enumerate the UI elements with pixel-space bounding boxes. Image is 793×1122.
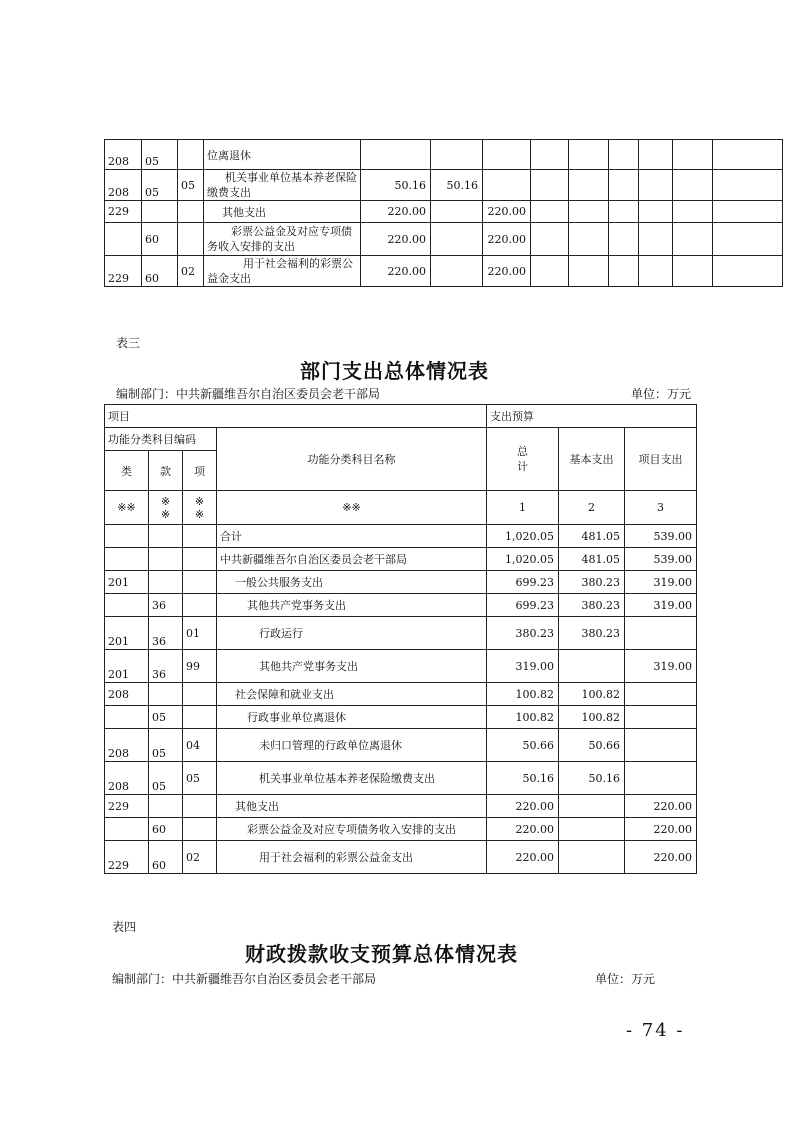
table-cell: 319.00 <box>625 594 697 617</box>
table-cell <box>178 223 204 256</box>
table-cell <box>142 201 178 223</box>
table-cell <box>531 223 569 256</box>
table-cell <box>149 571 183 594</box>
header-basic: 基本支出 <box>559 428 625 491</box>
table-cell <box>639 201 673 223</box>
table-cell: 其他支出 <box>204 201 361 223</box>
table-cell <box>183 795 217 818</box>
table-cell <box>431 201 483 223</box>
table-cell: 220.00 <box>483 201 531 223</box>
table-cell <box>609 256 639 287</box>
table-cell: ※ ※ <box>149 491 183 525</box>
table-cell: 100.82 <box>487 683 559 706</box>
table-cell: 36 <box>149 617 183 650</box>
header-budget: 支出预算 <box>487 405 697 428</box>
table-cell: 50.16 <box>487 762 559 795</box>
table-cell <box>559 818 625 841</box>
table-row <box>105 729 697 762</box>
table-cell: 其他共产党事务支出 <box>217 594 487 617</box>
table-cell: 100.82 <box>487 706 559 729</box>
table-cell <box>149 795 183 818</box>
table-cell: 36 <box>149 650 183 683</box>
table-cell: 60 <box>142 223 178 256</box>
table-cell <box>183 571 217 594</box>
table-cell: 208 <box>105 170 142 201</box>
table-cell <box>531 201 569 223</box>
table4-unit: 单位：万元 <box>595 972 656 986</box>
table-cell: 彩票公益金及对应专项债务收入安排的支出 <box>204 223 361 256</box>
table-cell <box>569 256 609 287</box>
table-cell <box>609 201 639 223</box>
table-cell: 05 <box>149 729 183 762</box>
table4-label: 表四 <box>112 920 137 934</box>
table-cell: 201 <box>105 650 149 683</box>
table-row <box>105 683 697 706</box>
header-total: 总 计 <box>487 428 559 491</box>
table-cell: 220.00 <box>625 795 697 818</box>
table-cell: 02 <box>183 841 217 874</box>
table-cell: 100.82 <box>559 683 625 706</box>
header-kuan: 款 <box>149 451 183 491</box>
table-cell <box>483 170 531 201</box>
table-cell <box>431 223 483 256</box>
table-cell <box>673 201 713 223</box>
table-cell: 229 <box>105 256 142 287</box>
continued-table <box>104 139 783 287</box>
table-cell: 220.00 <box>487 795 559 818</box>
table-cell: 220.00 <box>361 201 431 223</box>
table-cell <box>183 818 217 841</box>
table-cell: 208 <box>105 683 149 706</box>
table-row <box>105 706 697 729</box>
table-cell <box>673 223 713 256</box>
table-cell: 100.82 <box>559 706 625 729</box>
table-cell <box>559 795 625 818</box>
table-cell <box>609 170 639 201</box>
table-row <box>105 223 783 256</box>
header-code: 功能分类科目编码 <box>105 428 217 451</box>
table-cell <box>673 170 713 201</box>
table-cell <box>559 841 625 874</box>
table-cell: 01 <box>183 617 217 650</box>
table-cell <box>569 170 609 201</box>
table4-title: 财政拨款收支预算总体情况表 <box>245 942 518 966</box>
table-cell: 220.00 <box>487 818 559 841</box>
table-cell: 一般公共服务支出 <box>217 571 487 594</box>
table-cell: 539.00 <box>625 548 697 571</box>
table-cell <box>625 617 697 650</box>
table-cell: 699.23 <box>487 594 559 617</box>
table-cell: 380.23 <box>559 617 625 650</box>
table-cell: ※※ <box>217 491 487 525</box>
table-row <box>105 256 783 287</box>
table-cell: 699.23 <box>487 571 559 594</box>
table-cell <box>609 140 639 170</box>
table-cell: 220.00 <box>483 256 531 287</box>
table-cell: 用于社会福利的彩票公益金支出 <box>204 256 361 287</box>
table3-unit: 单位：万元 <box>631 387 692 401</box>
table-row <box>105 617 697 650</box>
table-cell: 220.00 <box>625 818 697 841</box>
table-cell <box>713 201 783 223</box>
table-cell: 50.16 <box>361 170 431 201</box>
table-cell: 319.00 <box>625 650 697 683</box>
table-cell <box>178 140 204 170</box>
table-cell: 行政运行 <box>217 617 487 650</box>
table-cell <box>569 223 609 256</box>
table-cell <box>713 170 783 201</box>
table3-title: 部门支出总体情况表 <box>300 359 489 383</box>
table-cell <box>625 762 697 795</box>
table-cell <box>105 594 149 617</box>
table-cell: 其他支出 <box>217 795 487 818</box>
table-cell <box>559 650 625 683</box>
table-cell: 其他共产党事务支出 <box>217 650 487 683</box>
table-row <box>105 818 697 841</box>
table-cell <box>713 140 783 170</box>
table-row <box>105 571 697 594</box>
table-cell <box>149 548 183 571</box>
table-cell: 02 <box>178 256 204 287</box>
table-cell <box>625 683 697 706</box>
table-cell <box>673 140 713 170</box>
table-cell <box>105 525 149 548</box>
table-cell: 36 <box>149 594 183 617</box>
table-cell <box>105 818 149 841</box>
table-cell <box>105 706 149 729</box>
table-cell <box>639 223 673 256</box>
table-cell: 220.00 <box>625 841 697 874</box>
table-cell <box>183 594 217 617</box>
table-cell: ※ ※ <box>183 491 217 525</box>
header-xiang: 项 <box>183 451 217 491</box>
table-cell <box>361 140 431 170</box>
table-cell: 208 <box>105 140 142 170</box>
table-cell: 208 <box>105 729 149 762</box>
page-number: - 74 - <box>626 1020 685 1041</box>
table-cell: 50.16 <box>431 170 483 201</box>
table-cell: 行政事业单位离退休 <box>217 706 487 729</box>
table-cell <box>639 170 673 201</box>
table-cell: 319.00 <box>487 650 559 683</box>
table-cell: 229 <box>105 201 142 223</box>
table-cell <box>673 256 713 287</box>
table-row <box>105 762 697 795</box>
table-row <box>105 140 783 170</box>
header-project: 项目支出 <box>625 428 697 491</box>
header-lei: 类 <box>105 451 149 491</box>
table-cell <box>183 548 217 571</box>
table-cell <box>569 140 609 170</box>
table-cell: 05 <box>149 706 183 729</box>
table-cell: 60 <box>142 256 178 287</box>
table-cell <box>105 548 149 571</box>
table-cell: 2 <box>559 491 625 525</box>
table-cell: 539.00 <box>625 525 697 548</box>
table-cell: 380.23 <box>559 594 625 617</box>
table-cell <box>531 140 569 170</box>
table-cell <box>609 223 639 256</box>
table-cell <box>149 525 183 548</box>
table-cell: 481.05 <box>559 548 625 571</box>
table-cell: 1,020.05 <box>487 548 559 571</box>
table-cell: 未归口管理的行政单位离退休 <box>217 729 487 762</box>
table-cell: 彩票公益金及对应专项债务收入安排的支出 <box>217 818 487 841</box>
table-cell: 位离退休 <box>204 140 361 170</box>
table-row <box>105 170 783 201</box>
table-cell: 社会保障和就业支出 <box>217 683 487 706</box>
table-cell <box>183 706 217 729</box>
table-cell <box>531 256 569 287</box>
table-cell <box>431 140 483 170</box>
table-row <box>105 841 697 874</box>
table-cell <box>713 223 783 256</box>
table-row <box>105 650 697 683</box>
table-cell: 合计 <box>217 525 487 548</box>
table-cell: 380.23 <box>487 617 559 650</box>
header-item: 项目 <box>105 405 487 428</box>
table-cell: 05 <box>149 762 183 795</box>
table-cell <box>149 683 183 706</box>
table3-label: 表三 <box>116 336 141 350</box>
table-cell: 220.00 <box>361 256 431 287</box>
table-cell: 50.66 <box>559 729 625 762</box>
table-cell: 用于社会福利的彩票公益金支出 <box>217 841 487 874</box>
table-cell <box>483 140 531 170</box>
table-cell <box>625 729 697 762</box>
table-cell: 319.00 <box>625 571 697 594</box>
table-cell: 220.00 <box>487 841 559 874</box>
table-row <box>105 795 697 818</box>
table3 <box>104 404 697 874</box>
table-cell: 1 <box>487 491 559 525</box>
table-cell: 220.00 <box>483 223 531 256</box>
table-cell: 05 <box>178 170 204 201</box>
table-cell: 05 <box>142 170 178 201</box>
table-cell: 481.05 <box>559 525 625 548</box>
table-row <box>105 525 697 548</box>
table-cell: 1,020.05 <box>487 525 559 548</box>
table-cell <box>531 170 569 201</box>
table-cell <box>183 683 217 706</box>
table-cell: 229 <box>105 841 149 874</box>
table-cell: 220.00 <box>361 223 431 256</box>
table-cell: 208 <box>105 762 149 795</box>
table-cell: 机关事业单位基本养老保险缴费支出 <box>217 762 487 795</box>
table-cell: 60 <box>149 818 183 841</box>
table-cell: 50.16 <box>559 762 625 795</box>
table-cell: 50.66 <box>487 729 559 762</box>
table-cell: 机关事业单位基本养老保险缴费支出 <box>204 170 361 201</box>
table-cell: 229 <box>105 795 149 818</box>
table-cell <box>569 201 609 223</box>
table-cell: 201 <box>105 571 149 594</box>
table-cell <box>183 525 217 548</box>
table-row <box>105 548 697 571</box>
table-cell: ※※ <box>105 491 149 525</box>
table3-dept: 编制部门：中共新疆维吾尔自治区委员会老干部局 <box>116 387 381 401</box>
table-cell: 05 <box>142 140 178 170</box>
table-cell: 05 <box>183 762 217 795</box>
table4-dept: 编制部门：中共新疆维吾尔自治区委员会老干部局 <box>112 972 377 986</box>
header-name: 功能分类科目名称 <box>217 428 487 491</box>
table-cell: 3 <box>625 491 697 525</box>
table-cell <box>713 256 783 287</box>
table-cell: 60 <box>149 841 183 874</box>
table-cell: 04 <box>183 729 217 762</box>
table-cell: 99 <box>183 650 217 683</box>
table-cell: 中共新疆维吾尔自治区委员会老干部局 <box>217 548 487 571</box>
table-row <box>105 201 783 223</box>
table-cell <box>639 256 673 287</box>
table-cell <box>625 706 697 729</box>
table-cell: 201 <box>105 617 149 650</box>
table-cell: 380.23 <box>559 571 625 594</box>
table-row <box>105 594 697 617</box>
table-cell <box>178 201 204 223</box>
table-cell <box>105 223 142 256</box>
table-cell <box>431 256 483 287</box>
table-cell <box>639 140 673 170</box>
